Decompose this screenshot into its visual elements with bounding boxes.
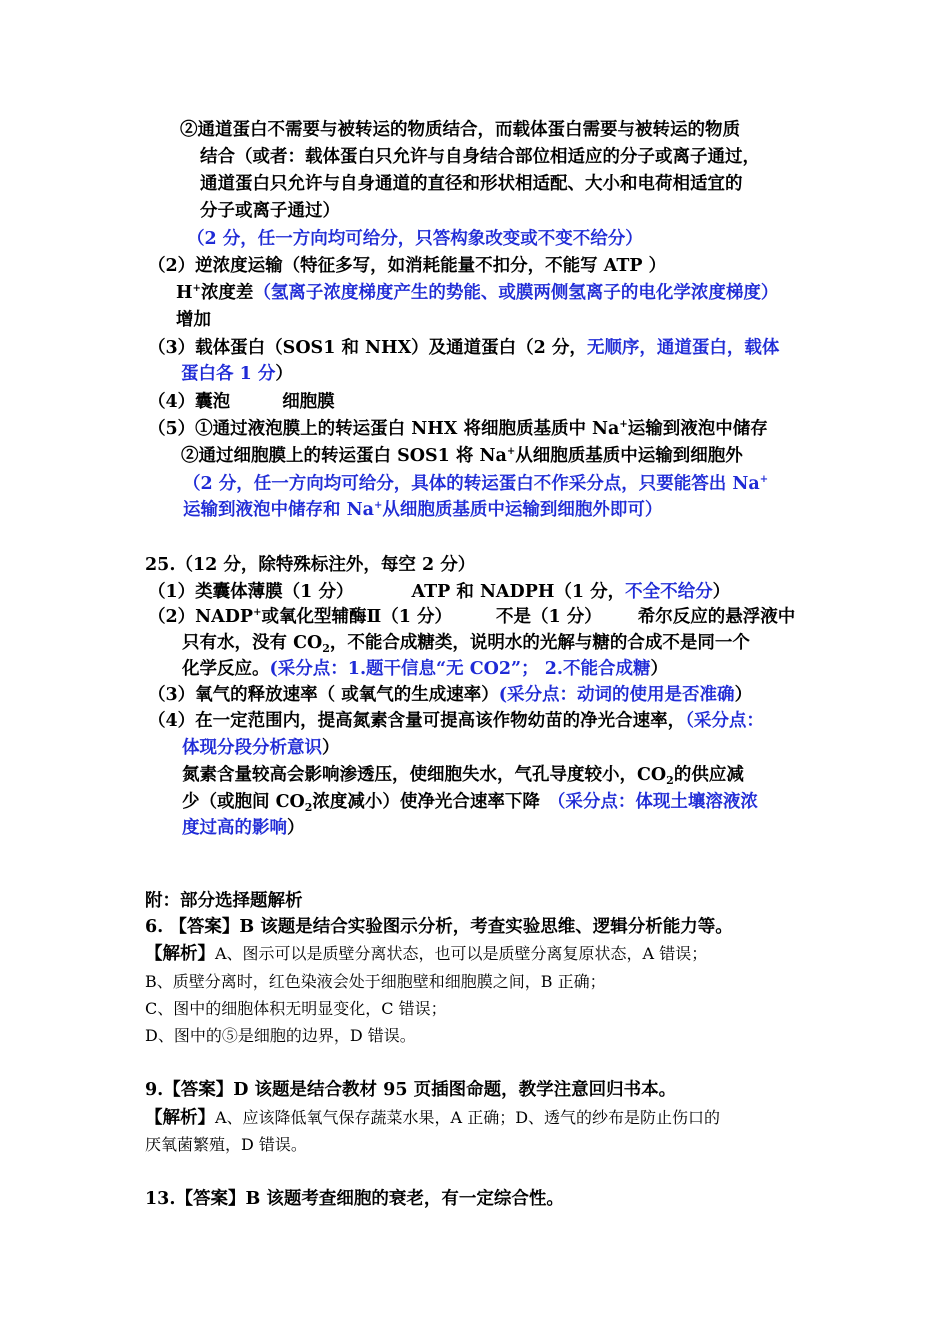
q24-p2-line1: ②通道蛋白不需要与被转运的物质结合，而载体蛋白需要与被转运的物质 <box>180 120 740 140</box>
appendix-q13-answer: 13.【答案】B 该题考查细胞的衰老，有一定综合性。 <box>145 1189 564 1209</box>
q24-p2-scoring-note: （2 分，任一方向均可给分，只答构象改变或不变不给分） <box>187 229 643 249</box>
q24-p2-line2: 结合（或者：载体蛋白只允许与自身结合部位相适应的分子或离子通过， <box>200 147 760 167</box>
appendix-q9-line2: 【解析】A、应该降低氧气保存蔬菜水果，A 正确；D、透气的纱布是防止伤口的 <box>145 1108 721 1128</box>
q25-s4-line5: 度过高的影响） <box>182 818 305 838</box>
q24-s4: （4）囊泡 细胞膜 <box>148 392 335 412</box>
q24-s2-line1: （2）逆浓度运输（特征多写，如消耗能量不扣分，不能写 ATP ） <box>148 256 667 276</box>
appendix-q6-line4: C、图中的细胞体积无明显变化，C 错误； <box>145 999 447 1018</box>
appendix-q9-line3: 厌氧菌繁殖，D 错误。 <box>145 1135 307 1154</box>
q24-s3-line1: （3）载体蛋白（SOS1 和 NHX）及通道蛋白（2 分，无顺序，通道蛋白，载体 <box>148 338 780 358</box>
q25-s2-line3: 化学反应。(采分点：1.题干信息“无 CO2”； 2.不能合成糖） <box>182 659 668 679</box>
appendix-title: 附：部分选择题解析 <box>145 891 303 911</box>
appendix-q6-answer: 6. 【答案】B 该题是结合实验图示分析，考查实验思维、逻辑分析能力等。 <box>145 917 733 937</box>
q25-s2-line2: 只有水，没有 $CO_2$，不能合成糖类，说明水的光解与糖的合成不是同一个 <box>182 633 750 655</box>
q24-s3-line2: 蛋白各 1 分） <box>181 364 293 384</box>
q24-p2-line4: 分子或离子通过） <box>200 201 340 221</box>
q25-s4-line1: （4）在一定范围内，提高氮素含量可提高该作物幼苗的净光合速率，（采分点： <box>148 711 764 731</box>
q24-p2-line3: 通道蛋白只允许与自身通道的直径和形状相适配、大小和电荷相适宜的 <box>200 174 743 194</box>
q25-s4-line3: 氮素含量较高会影响渗透压，使细胞失水，气孔导度较小，$CO_2$的供应减 <box>182 765 744 787</box>
appendix-q6-line2: 【解析】A、图示可以是质壁分离状态，也可以是质壁分离复原状态，A 错误； <box>145 944 708 964</box>
q24-s5-note-line2: 运输到液泡中储存和 Na+从细胞质基质中运输到细胞外即可） <box>183 500 663 520</box>
q24-s2-line3: 增加 <box>176 310 211 330</box>
q24-s5-line1: （5）①通过液泡膜上的转运蛋白 NHX 将细胞质基质中 Na+运输到液泡中储存 <box>148 419 768 439</box>
q25-s4-line4: 少（或胞间 $CO_2$浓度减小）使净光合速率下降 （采分点：体现土壤溶液浓 <box>182 792 758 814</box>
q25-s3: （3）氧气的释放速率（ 或氧气的生成速率）(采分点：动词的使用是否准确） <box>148 685 753 705</box>
q25-heading: 25.（12 分，除特殊标注外，每空 2 分） <box>145 555 476 575</box>
q25-s1: （1）类囊体薄膜（1 分） ATP 和 NADPH（1 分，不全不给分） <box>148 582 731 602</box>
q25-s4-line2: 体现分段分析意识） <box>182 738 340 758</box>
appendix-q6-line3: B、质壁分离时，红色染液会处于细胞壁和细胞膜之间，B 正确； <box>145 972 606 991</box>
q25-s2-line1: （2）NADP+或氧化型辅酶Ⅱ（1 分） 不是（1 分） 希尔反应的悬浮液中 <box>148 607 796 627</box>
q24-s5-note-line1: （2 分，任一方向均可给分，具体的转运蛋白不作采分点，只要能答出 Na+ <box>183 474 769 494</box>
appendix-q6-line5: D、图中的⑤是细胞的边界，D 错误。 <box>145 1026 416 1045</box>
q24-s2-line2: H+浓度差（氢离子浓度梯度产生的势能、或膜两侧氢离子的电化学浓度梯度） <box>176 283 779 303</box>
q24-s5-line2: ②通过细胞膜上的转运蛋白 SOS1 将 Na+从细胞质基质中运输到细胞外 <box>181 446 743 466</box>
appendix-q9-answer: 9.【答案】D 该题是结合教材 95 页插图命题，教学注意回归书本。 <box>145 1080 677 1100</box>
